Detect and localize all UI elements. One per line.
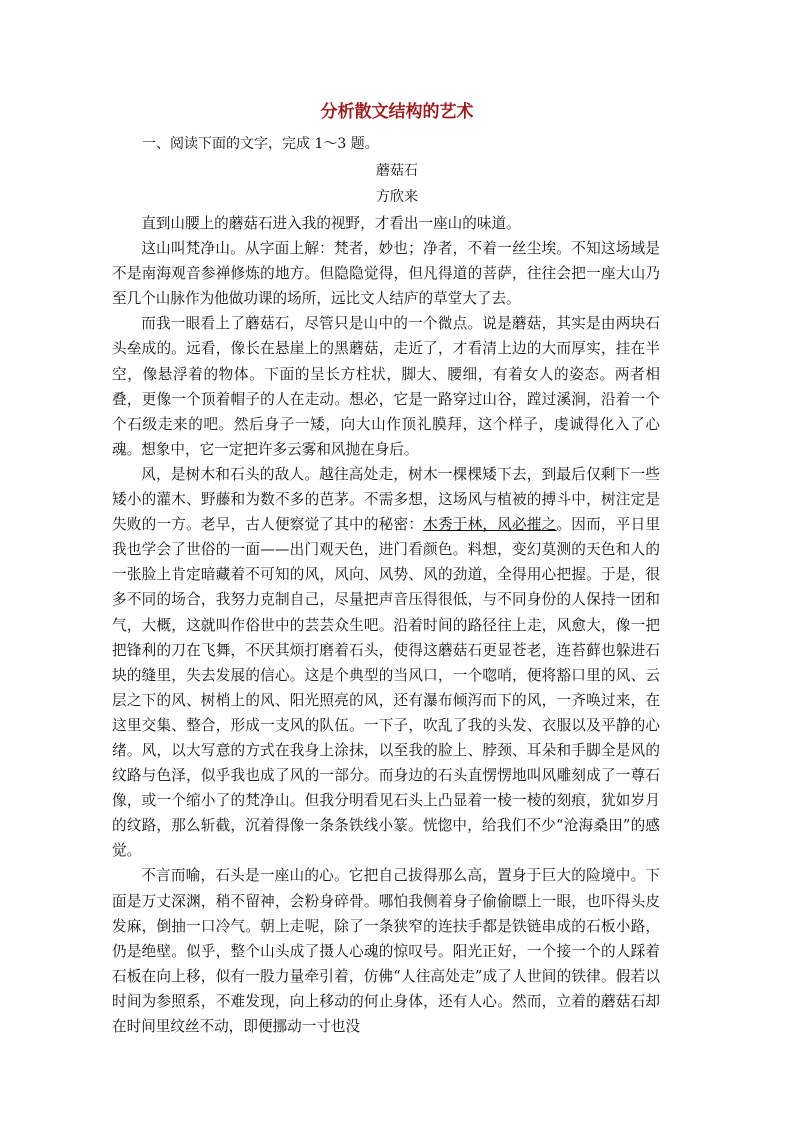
paragraph-1: 直到山腰上的蘑菇石进入我的视野，才看出一座山的味道。 [141, 215, 521, 232]
paragraph-4-part-b: 。因而，平日里我也学会了世俗的一面——出门观天色，进门看颜色。料想，变幻莫测的天色和人的一张脸上肯定暗藏着不可知的风，风向、风势、风的劲道，全得用心把握。于是，很多不同的场合，我努力克制自己，尽量把声音压得很低，与不同身份的人保持一团和气，大概，这就叫作俗世中的芸芸众生吧。沿着时间的路径往上走，风愈大，像一把把锋利的刀在飞舞，不厌其烦打磨着石头，使得这蘑菇石更显苍老，连苔藓也躲进石块的缝里，失去发展的信心。这是个典型的当风口，一个唿哨，便将豁口里的风、云层之下的风、树梢上的风、阳光照亮的风，还有瀑布倾泻而下的风，一齐唤过来，在这里交集、整合，形成一支风的队伍。一下子，吹乱了我的头发、衣服以及平静的心绪。风，以大写意的方式在我身上涂抹，以至我的脸上、脖颈、耳朵和手脚全是风的纹路与色泽，似乎我也成了风的一部分。而身边的石头直愣愣地叫风雕刻成了一尊石像，或一个缩小了的梵净山。但我分明看见石头上凸显着一棱一棱的刻痕，犹如岁月的纹路，那么斩截，沉着得像一条条铁线小篆。恍惚中，给我们不少“沧海桑田”的感觉。 [112, 516, 660, 860]
article-body [112, 211, 660, 1039]
paragraph-3: 而我一眼看上了蘑菇石，尽管只是山中的一个微点。说是蘑菇，其实是由两块石头垒成的。远看，像长在悬崖上的黑蘑菇，走近了，才看清上边的大而厚实，挂在半空，像悬浮着的物体。下面的呈长方柱状，脚大、腰细，有着女人的姿态。两者相叠，更像一个顶着帽子的人在走动。想必，它是一路穿过山谷，蹚过溪涧，沿着一个个石级走来的吧。然后身子一矮，向大山作顶礼膜拜，这个样子，虔诚得化入了心魂。想象中，它一定把许多云雾和风抛在身后。 [112, 315, 660, 458]
underlined-quote: 木秀于林，风必摧之 [423, 516, 557, 534]
document-title: 分析散文结构的艺术 [320, 102, 474, 122]
paragraph-4-part-a: 风，是树木和石头的敌人。越往高处走，树木一棵棵矮下去，到最后仅剩下一些矮小的灌木、野藤和为数不多的芭茅。不需多想，这场风与植被的搏斗中，树注定是失败的一方。老早，古人便察觉了其中的秘密： [112, 465, 660, 534]
paragraph-4 [112, 462, 660, 864]
paragraph-5: 不言而喻，石头是一座山的心。它把自己拔得那么高，置身于巨大的险境中。下面是万丈深渊，稍不留神，会粉身碎骨。哪怕我侧着身子偷偷瞟上一眼，也吓得头皮发麻，倒抽一口冷气。朝上走呢，除了一条狭窄的连扶手都是铁链串成的石板小路，仍是绝壁。似乎，整个山头成了摄人心魂的惊叹号。阳光正好，一个接一个的人踩着石板在向上移，似有一股力量牵引着，仿佛“人往高处走”成了人世间的铁律。假若以时间为参照系，不难发现，向上移动的何止身体，还有人心。然而，立着的蘑菇石却在时间里纹丝不动，即便挪动一寸也没 [112, 867, 660, 1035]
paragraph-2: 这山叫梵净山。从字面上解：梵者，妙也；净者，不着一丝尘埃。不知这场域是不是南海观音参禅修炼的地方。但隐隐觉得，但凡得道的菩萨，往往会把一座大山乃至几个山脉作为他做功课的场所，远比文人结庐的草堂大了去。 [112, 240, 660, 308]
question-instruction: 一、阅读下面的文字，完成 1～3 题。 [142, 136, 379, 152]
article-title: 蘑菇石 [376, 163, 418, 179]
article-author: 方欣来 [376, 189, 418, 205]
